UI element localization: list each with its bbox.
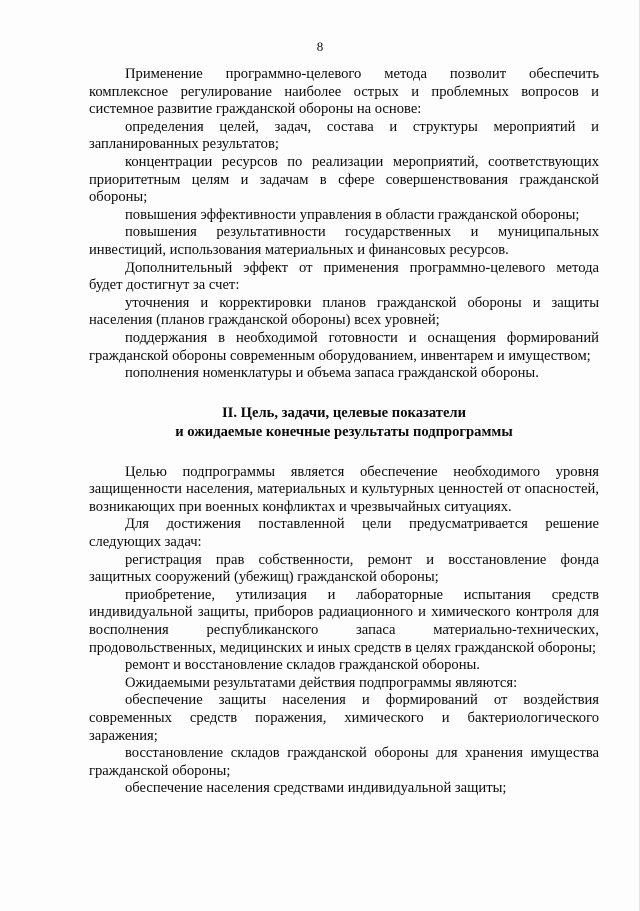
- document-body: [89, 66, 599, 798]
- paragraph: Целью подпрограммы является обеспечение необходимого уровня защищенности населения, материальных и культурных ценностей от опасностей, возникающих при военных конфликтах и чрезвычайных ситуациях.: [89, 463, 599, 515]
- paragraph: обеспечение населения средствами индивидуальной защиты;: [125, 780, 507, 797]
- paragraph: приобретение, утилизация и лабораторные испытания средств индивидуальной защиты, приборов радиационного и химического контроля для восполнения республиканского запаса материально-технических, продовольственных, медицинских и иных средств в целях гражданской обороны;: [89, 586, 599, 656]
- paragraph: повышения результативности государственных и муниципальных инвестиций, использования материальных и финансовых ресурсов.: [89, 224, 599, 258]
- paragraph: восстановление складов гражданской обороны для хранения имущества гражданской обороны;: [89, 745, 599, 779]
- paragraph: уточнения и корректировки планов гражданской обороны и защиты населения (планов гражданской обороны) всех уровней;: [89, 294, 599, 329]
- section-heading-line-1: II. Цель, задачи, целевые показатели: [221, 404, 467, 421]
- paragraph: пополнения номенклатуры и объема запаса гражданской обороны.: [125, 365, 539, 382]
- paragraph: обеспечение защиты населения и формирований от воздействия современных средств поражения, химического и бактериологического заражения;: [89, 692, 599, 744]
- paragraph: поддержания в необходимой готовности и оснащения формирований гражданской обороны современным оборудованием, инвентарем и имуществом;: [89, 329, 599, 364]
- section-heading: [89, 404, 599, 442]
- section-heading-line-2: и ожидаемые конечные результаты подпрограммы: [175, 423, 513, 440]
- page-number: 8: [316, 39, 324, 54]
- paragraph: Дополнительный эффект от применения программно-целевого метода будет достигнут за счет:: [89, 259, 599, 294]
- paragraph: Применение программно-целевого метода позволит обеспечить комплексное регулирование наиболее острых и проблемных вопросов и системное развитие гражданской обороны на основе:: [89, 66, 599, 118]
- paragraph: концентрации ресурсов по реализации мероприятий, соответствующих приоритетным целям и задачам в сфере совершенствования гражданской обороны;: [89, 153, 599, 206]
- paragraph: Ожидаемыми результатами действия подпрограммы являются:: [125, 674, 518, 691]
- paragraph: ремонт и восстановление складов гражданской обороны.: [125, 657, 480, 674]
- paragraph: определения целей, задач, состава и структуры мероприятий и запланированных результатов;: [89, 118, 599, 153]
- paragraph: повышения эффективности управления в области гражданской обороны;: [125, 206, 580, 223]
- paragraph: Для достижения поставленной цели предусматривается решение следующих задач:: [89, 516, 599, 551]
- paragraph: регистрация прав собственности, ремонт и восстановление фонда защитных сооружений (убежищ) гражданской обороны;: [89, 551, 599, 586]
